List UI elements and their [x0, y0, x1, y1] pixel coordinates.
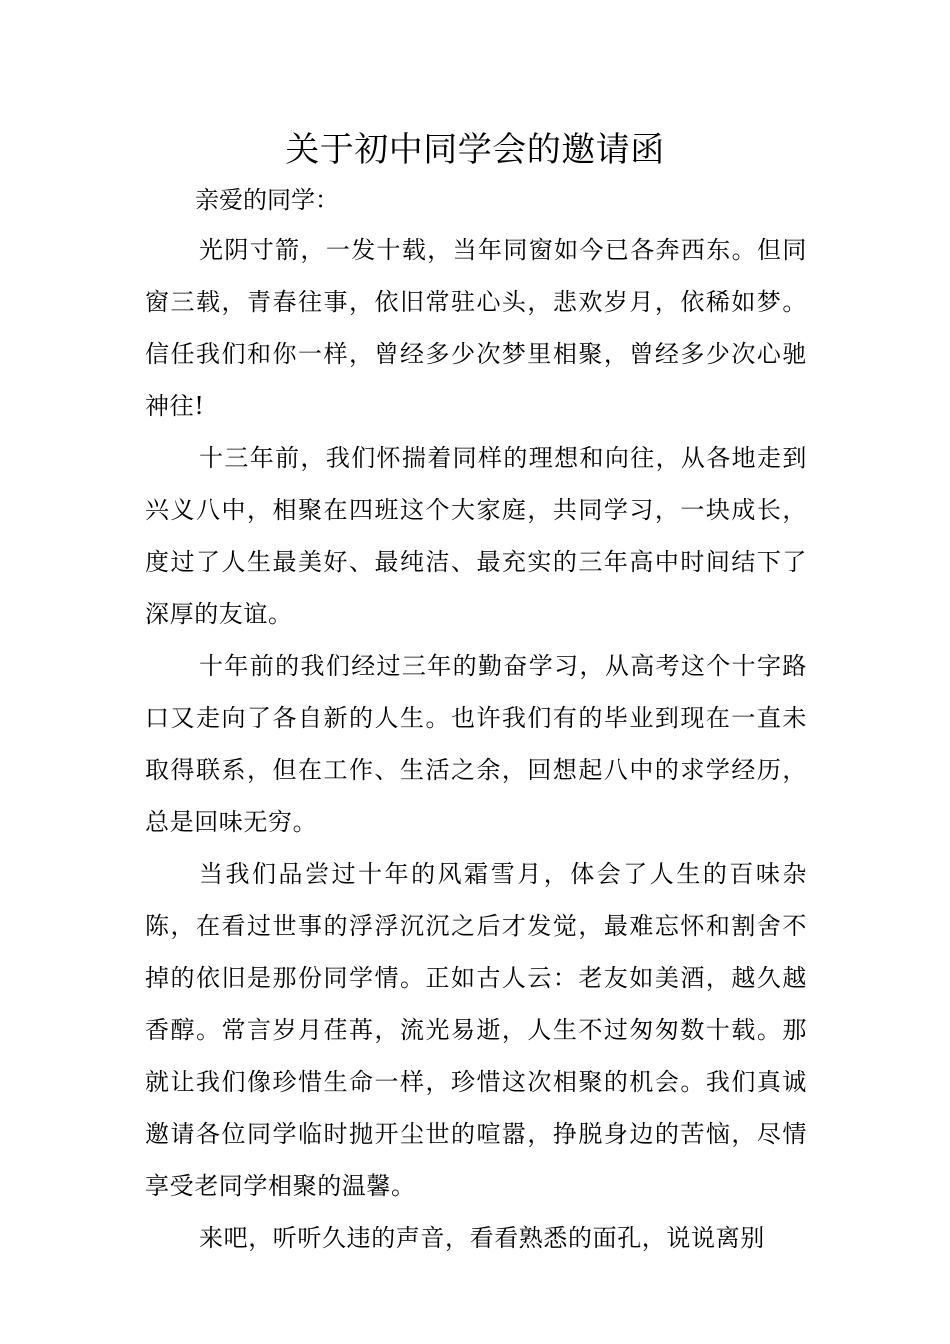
document-title: 关于初中同学会的邀请函 [285, 130, 665, 170]
paragraph: 十三年前，我们怀揣着同样的理想和向往，从各地走到兴义八中，相聚在四班这个大家庭，共同学习，一块成长，度过了人生最美好、最纯洁、最充实的三年高中时间结下了深厚的友谊。 [145, 444, 807, 628]
paragraph: 当我们品尝过十年的风霜雪月，体会了人生的百味杂陈，在看过世事的浮浮沉沉之后才发觉，最难忘怀和割舍不掉的依旧是那份同学情。正如古人云：老友如美酒，越久越香醇。常言岁月荏苒，流光易逝，人生不过匆匆数十载。那就让我们像珍惜生命一样，珍惜这次相聚的机会。我们真诚邀请各位同学临时抛开尘世的喧嚣，挣脱身边的苦恼，尽情享受老同学相聚的温馨。 [145, 860, 807, 1200]
salutation: 亲爱的同学： [195, 186, 339, 214]
paragraph: 来吧，听听久违的声音，看看熟悉的面孔，说说离别 [199, 1224, 765, 1252]
document-body [145, 224, 807, 1264]
paragraph: 光阴寸箭，一发十载，当年同窗如今已各奔西东。但同窗三载，青春往事，依旧常驻心头，悲欢岁月，依稀如梦。信任我们和你一样，曾经多少次梦里相聚，曾经多少次心驰神往! [145, 236, 807, 420]
paragraph: 十年前的我们经过三年的勤奋学习，从高考这个十字路口又走向了各自新的人生。也许我们有的毕业到现在一直未取得联系，但在工作、生活之余，回想起八中的求学经历，总是回味无穷。 [145, 652, 807, 836]
